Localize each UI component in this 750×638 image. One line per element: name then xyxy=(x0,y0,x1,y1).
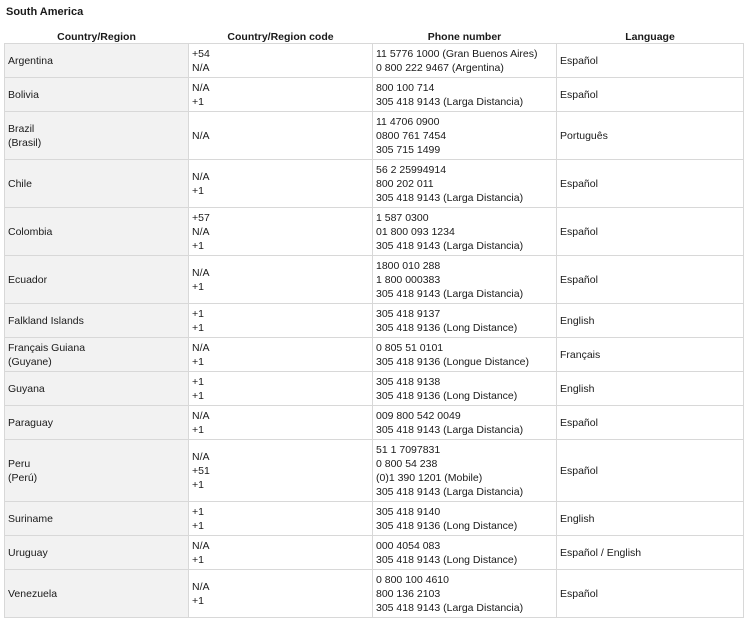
country-name: (Guyane) xyxy=(8,355,52,368)
country-code: +1 xyxy=(192,321,204,334)
country-code: +1 xyxy=(192,375,204,388)
table-row xyxy=(5,256,744,304)
table-row xyxy=(5,570,744,618)
phone-number: 305 418 9143 (Larga Distancia) xyxy=(376,423,524,436)
table-row xyxy=(5,112,744,160)
phone-number: 1 800 000383 xyxy=(376,273,441,286)
phone-number: 305 418 9136 (Longue Distance) xyxy=(376,355,529,368)
country-cell xyxy=(5,536,189,570)
country-code: +1 xyxy=(192,594,204,607)
table-row xyxy=(5,44,744,78)
column-header-code: Country/Region code xyxy=(189,29,373,44)
code-cell xyxy=(189,570,373,618)
country-cell xyxy=(5,338,189,372)
phone-number: 11 5776 1000 (Gran Buenos Aires) xyxy=(376,47,538,60)
country-code: N/A xyxy=(192,61,210,74)
language-cell xyxy=(557,78,744,112)
code-cell xyxy=(189,440,373,502)
table-header-row xyxy=(5,29,744,44)
code-cell xyxy=(189,78,373,112)
language-cell xyxy=(557,112,744,160)
table-row xyxy=(5,536,744,570)
phone-number: 305 418 9143 (Larga Distancia) xyxy=(376,287,524,300)
phone-number: 009 800 542 0049 xyxy=(376,409,461,422)
phone-number: 0800 761 7454 xyxy=(376,129,447,142)
language-name: Español xyxy=(560,273,598,286)
country-name: (Perú) xyxy=(8,471,38,484)
phone-number: 305 418 9140 xyxy=(376,505,441,518)
code-cell xyxy=(189,304,373,338)
country-name: Uruguay xyxy=(8,546,48,559)
language-cell xyxy=(557,304,744,338)
country-name: Bolivia xyxy=(8,88,39,101)
column-header-country: Country/Region xyxy=(5,29,189,44)
phone-cell xyxy=(373,208,557,256)
country-cell xyxy=(5,112,189,160)
country-code: N/A xyxy=(192,170,210,183)
phone-cell xyxy=(373,256,557,304)
country-code: N/A xyxy=(192,539,210,552)
phone-number: 305 418 9143 (Long Distance) xyxy=(376,553,518,566)
phone-number: 11 4706 0900 xyxy=(376,115,440,128)
phone-cell xyxy=(373,44,557,78)
phone-cell xyxy=(373,338,557,372)
column-header-language: Language xyxy=(557,29,744,44)
country-code: N/A xyxy=(192,266,210,279)
language-name: English xyxy=(560,314,595,327)
phone-number: 305 418 9143 (Larga Distancia) xyxy=(376,601,524,614)
country-code: +1 xyxy=(192,239,204,252)
country-name: (Brasil) xyxy=(8,136,42,149)
language-name: Français xyxy=(560,348,601,361)
table-row xyxy=(5,372,744,406)
language-cell xyxy=(557,160,744,208)
phone-number: 305 418 9136 (Long Distance) xyxy=(376,519,518,532)
language-name: Español xyxy=(560,88,598,101)
country-code: +1 xyxy=(192,307,204,320)
phone-number: 1800 010 288 xyxy=(376,259,441,272)
contact-table xyxy=(4,29,744,618)
code-cell xyxy=(189,256,373,304)
country-cell xyxy=(5,502,189,536)
language-name: Español xyxy=(560,464,598,477)
language-cell xyxy=(557,256,744,304)
country-name: Guyana xyxy=(8,382,45,395)
phone-cell xyxy=(373,536,557,570)
table-row xyxy=(5,440,744,502)
phone-number: 0 800 54 238 xyxy=(376,457,438,470)
country-name: Peru xyxy=(8,457,31,470)
code-cell xyxy=(189,44,373,78)
country-code: +1 xyxy=(192,355,204,368)
code-cell xyxy=(189,502,373,536)
country-code: N/A xyxy=(192,341,210,354)
country-code: +1 xyxy=(192,95,204,108)
country-cell xyxy=(5,304,189,338)
language-cell xyxy=(557,406,744,440)
language-cell xyxy=(557,208,744,256)
country-cell xyxy=(5,78,189,112)
phone-cell xyxy=(373,78,557,112)
language-name: Português xyxy=(560,129,608,142)
country-code: +57 xyxy=(192,211,210,224)
language-cell xyxy=(557,338,744,372)
phone-cell xyxy=(373,502,557,536)
phone-cell xyxy=(373,160,557,208)
country-code: +1 xyxy=(192,280,204,293)
country-name: Venezuela xyxy=(8,587,58,600)
section-heading: South America xyxy=(6,6,84,18)
country-code: +1 xyxy=(192,519,204,532)
phone-number: 305 418 9136 (Long Distance) xyxy=(376,389,518,402)
country-cell xyxy=(5,372,189,406)
table-row xyxy=(5,78,744,112)
country-name: Colombia xyxy=(8,225,53,238)
language-name: Español xyxy=(560,177,598,190)
phone-cell xyxy=(373,440,557,502)
country-code: +1 xyxy=(192,505,204,518)
code-cell xyxy=(189,406,373,440)
country-name: Argentina xyxy=(8,54,53,67)
phone-number: 305 418 9143 (Larga Distancia) xyxy=(376,95,524,108)
phone-number: 800 100 714 xyxy=(376,81,435,94)
phone-number: 000 4054 083 xyxy=(376,539,441,552)
language-name: Español / English xyxy=(560,546,642,559)
table-row xyxy=(5,304,744,338)
table-row xyxy=(5,160,744,208)
country-name: Brazil xyxy=(8,122,35,135)
country-cell xyxy=(5,406,189,440)
country-name: Français Guiana xyxy=(8,341,86,354)
phone-number: 0 800 100 4610 xyxy=(376,573,449,586)
country-name: Falkland Islands xyxy=(8,314,84,327)
phone-number: 0 800 222 9467 (Argentina) xyxy=(376,61,504,74)
language-name: English xyxy=(560,382,595,395)
phone-number: (0)1 390 1201 (Mobile) xyxy=(376,471,483,484)
country-code: +54 xyxy=(192,47,210,60)
code-cell xyxy=(189,536,373,570)
language-name: Español xyxy=(560,587,598,600)
phone-number: 800 136 2103 xyxy=(376,587,441,600)
code-cell xyxy=(189,112,373,160)
country-code: N/A xyxy=(192,409,210,422)
country-name: Suriname xyxy=(8,512,53,525)
code-cell xyxy=(189,208,373,256)
language-cell xyxy=(557,372,744,406)
phone-number: 01 800 093 1234 xyxy=(376,225,455,238)
language-name: Español xyxy=(560,416,598,429)
phone-number: 305 418 9136 (Long Distance) xyxy=(376,321,518,334)
language-name: Español xyxy=(560,225,598,238)
language-cell xyxy=(557,570,744,618)
phone-number: 305 715 1499 xyxy=(376,143,441,156)
country-cell xyxy=(5,160,189,208)
country-code: +1 xyxy=(192,553,204,566)
phone-number: 305 418 9143 (Larga Distancia) xyxy=(376,191,524,204)
country-cell xyxy=(5,208,189,256)
country-cell xyxy=(5,570,189,618)
phone-number: 56 2 25994914 xyxy=(376,163,447,176)
code-cell xyxy=(189,338,373,372)
country-cell xyxy=(5,440,189,502)
country-code: +1 xyxy=(192,478,204,491)
table-row xyxy=(5,502,744,536)
table-row xyxy=(5,338,744,372)
code-cell xyxy=(189,160,373,208)
country-code: N/A xyxy=(192,580,210,593)
phone-cell xyxy=(373,304,557,338)
code-cell xyxy=(189,372,373,406)
country-code: +1 xyxy=(192,389,204,402)
country-code: +1 xyxy=(192,423,204,436)
table-row xyxy=(5,208,744,256)
phone-number: 305 418 9143 (Larga Distancia) xyxy=(376,485,524,498)
phone-number: 305 418 9138 xyxy=(376,375,441,388)
phone-number: 305 418 9137 xyxy=(376,307,441,320)
phone-cell xyxy=(373,406,557,440)
phone-number: 305 418 9143 (Larga Distancia) xyxy=(376,239,524,252)
language-name: English xyxy=(560,512,595,525)
language-cell xyxy=(557,440,744,502)
phone-number: 51 1 7097831 xyxy=(376,443,441,456)
country-name: Ecuador xyxy=(8,273,48,286)
phone-number: 800 202 011 xyxy=(376,177,434,190)
country-code: N/A xyxy=(192,450,210,463)
language-cell xyxy=(557,44,744,78)
country-code: N/A xyxy=(192,81,210,94)
country-code: +1 xyxy=(192,184,204,197)
phone-number: 0 805 51 0101 xyxy=(376,341,444,354)
language-name: Español xyxy=(560,54,598,67)
phone-number: 1 587 0300 xyxy=(376,211,429,224)
country-cell xyxy=(5,44,189,78)
phone-cell xyxy=(373,372,557,406)
country-cell xyxy=(5,256,189,304)
column-header-phone: Phone number xyxy=(373,29,557,44)
phone-cell xyxy=(373,570,557,618)
language-cell xyxy=(557,536,744,570)
country-code: +51 xyxy=(192,464,210,477)
country-name: Chile xyxy=(8,177,32,190)
country-name: Paraguay xyxy=(8,416,53,429)
phone-cell xyxy=(373,112,557,160)
language-cell xyxy=(557,502,744,536)
country-code: N/A xyxy=(192,129,210,142)
country-code: N/A xyxy=(192,225,210,238)
table-row xyxy=(5,406,744,440)
